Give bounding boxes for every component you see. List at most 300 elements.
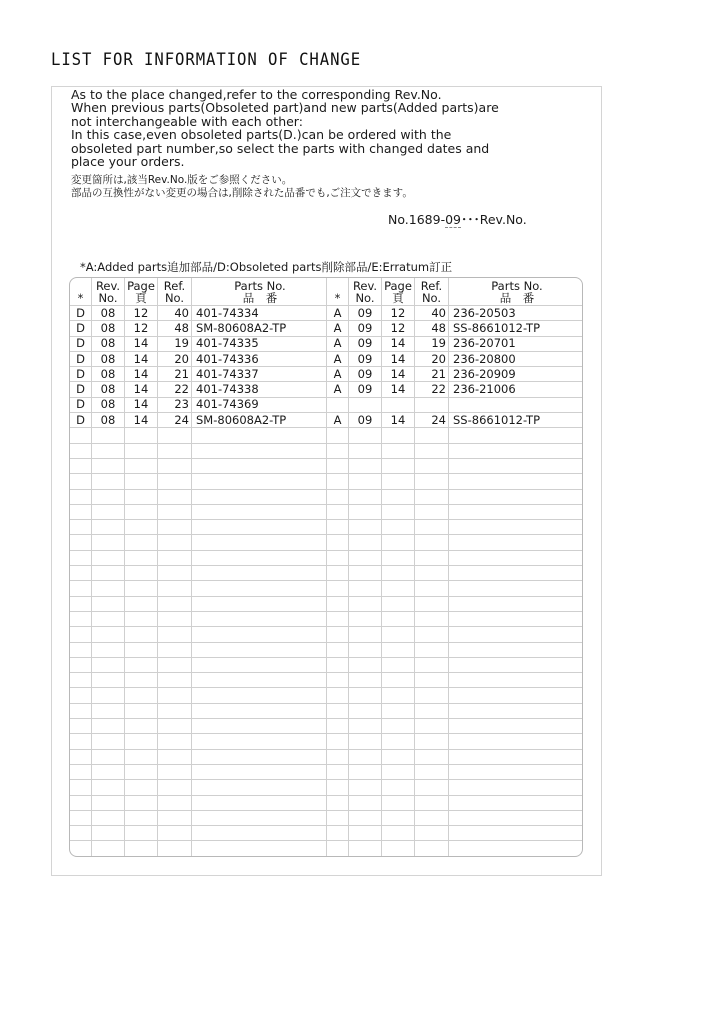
- right-ref-cell: [415, 489, 449, 504]
- right-ref-cell: [415, 841, 449, 856]
- left-page-cell: [125, 520, 158, 535]
- left-rev-cell: [92, 566, 125, 581]
- left-page-cell: [125, 657, 158, 672]
- right-type-cell: [327, 566, 349, 581]
- right-page-cell: [382, 688, 415, 703]
- right-part-cell: SS-8661012-TP: [449, 413, 584, 428]
- right-ref-cell: [415, 627, 449, 642]
- left-part-cell: SM-80608A2-TP: [192, 413, 327, 428]
- table-row: [70, 458, 584, 473]
- left-type-cell: [70, 673, 92, 688]
- left-ref-cell: 22: [158, 382, 192, 397]
- right-type-cell: [327, 428, 349, 443]
- left-ref-cell: [158, 596, 192, 611]
- right-type-cell: A: [327, 413, 349, 428]
- left-page-cell: 14: [125, 413, 158, 428]
- left-rev-cell: 08: [92, 382, 125, 397]
- left-ref-cell: 48: [158, 321, 192, 336]
- left-part-cell: 401-74338: [192, 382, 327, 397]
- left-ref-cell: 20: [158, 351, 192, 366]
- table-row: [70, 719, 584, 734]
- table-row: [70, 810, 584, 825]
- left-ref-cell: [158, 810, 192, 825]
- left-type-cell: [70, 703, 92, 718]
- left-ref-cell: [158, 428, 192, 443]
- left-rev-cell: [92, 688, 125, 703]
- left-type-cell: [70, 566, 92, 581]
- right-type-cell: [327, 458, 349, 473]
- left-part-cell: [192, 566, 327, 581]
- header-parts-no: Parts No. 品 番: [192, 278, 327, 306]
- right-part-cell: [449, 397, 584, 412]
- right-ref-cell: [415, 550, 449, 565]
- left-type-cell: [70, 627, 92, 642]
- header-ref-no: Ref. No.: [415, 278, 449, 306]
- left-ref-cell: [158, 703, 192, 718]
- left-part-cell: [192, 841, 327, 856]
- left-page-cell: [125, 703, 158, 718]
- left-ref-cell: [158, 826, 192, 841]
- right-type-cell: [327, 780, 349, 795]
- right-part-cell: 236-20800: [449, 351, 584, 366]
- right-type-cell: [327, 688, 349, 703]
- table-row: [70, 734, 584, 749]
- right-rev-cell: [349, 581, 382, 596]
- left-type-cell: [70, 535, 92, 550]
- left-type-cell: [70, 550, 92, 565]
- left-part-cell: [192, 642, 327, 657]
- right-page-cell: [382, 428, 415, 443]
- left-ref-cell: [158, 550, 192, 565]
- right-part-cell: [449, 688, 584, 703]
- right-part-cell: [449, 611, 584, 626]
- table-row: [70, 351, 584, 366]
- right-part-cell: 236-20909: [449, 367, 584, 382]
- left-part-cell: [192, 458, 327, 473]
- table-row: [70, 856, 584, 857]
- left-rev-cell: [92, 703, 125, 718]
- left-ref-cell: [158, 673, 192, 688]
- right-type-cell: [327, 397, 349, 412]
- left-page-cell: 14: [125, 397, 158, 412]
- right-part-cell: [449, 657, 584, 672]
- right-ref-cell: [415, 826, 449, 841]
- left-part-cell: [192, 581, 327, 596]
- right-type-cell: [327, 596, 349, 611]
- table-row: [70, 566, 584, 581]
- left-rev-cell: [92, 489, 125, 504]
- left-part-cell: [192, 673, 327, 688]
- left-page-cell: [125, 627, 158, 642]
- table-row: [70, 443, 584, 458]
- left-page-cell: [125, 504, 158, 519]
- right-part-cell: [449, 428, 584, 443]
- left-part-cell: [192, 856, 327, 857]
- right-page-cell: [382, 841, 415, 856]
- left-type-cell: [70, 428, 92, 443]
- right-page-cell: [382, 627, 415, 642]
- right-ref-cell: 48: [415, 321, 449, 336]
- left-type-cell: [70, 657, 92, 672]
- table-row: [70, 703, 584, 718]
- left-rev-cell: 08: [92, 367, 125, 382]
- left-part-cell: [192, 719, 327, 734]
- table-row: [70, 795, 584, 810]
- left-type-cell: [70, 581, 92, 596]
- right-part-cell: [449, 780, 584, 795]
- left-rev-cell: 08: [92, 336, 125, 351]
- right-ref-cell: [415, 810, 449, 825]
- table-row: [70, 397, 584, 412]
- right-type-cell: [327, 841, 349, 856]
- left-rev-cell: [92, 657, 125, 672]
- right-page-cell: [382, 489, 415, 504]
- table-row: [70, 749, 584, 764]
- right-rev-cell: [349, 504, 382, 519]
- left-ref-cell: [158, 611, 192, 626]
- left-type-cell: [70, 826, 92, 841]
- left-part-cell: [192, 535, 327, 550]
- left-type-cell: [70, 596, 92, 611]
- table-row: [70, 520, 584, 535]
- right-ref-cell: [415, 611, 449, 626]
- left-ref-cell: 40: [158, 306, 192, 321]
- left-ref-cell: [158, 474, 192, 489]
- right-rev-cell: 09: [349, 306, 382, 321]
- left-part-cell: [192, 703, 327, 718]
- japanese-note-line: 変更箇所は,該当Rev.No.版をご参照ください。: [71, 174, 293, 186]
- table-row: [70, 474, 584, 489]
- right-rev-cell: 09: [349, 336, 382, 351]
- right-ref-cell: [415, 673, 449, 688]
- right-type-cell: [327, 642, 349, 657]
- right-part-cell: [449, 474, 584, 489]
- left-rev-cell: [92, 856, 125, 857]
- right-rev-cell: [349, 474, 382, 489]
- table-row: [70, 504, 584, 519]
- left-ref-cell: [158, 749, 192, 764]
- header-page: Page 頁: [125, 278, 158, 306]
- right-rev-cell: [349, 458, 382, 473]
- right-type-cell: [327, 734, 349, 749]
- left-ref-cell: [158, 504, 192, 519]
- left-page-cell: 14: [125, 367, 158, 382]
- right-ref-cell: [415, 856, 449, 857]
- right-page-cell: [382, 780, 415, 795]
- left-rev-cell: [92, 673, 125, 688]
- left-type-cell: [70, 642, 92, 657]
- left-page-cell: [125, 474, 158, 489]
- right-rev-cell: [349, 611, 382, 626]
- right-part-cell: [449, 673, 584, 688]
- left-rev-cell: [92, 764, 125, 779]
- left-type-cell: [70, 795, 92, 810]
- table-row: [70, 321, 584, 336]
- left-rev-cell: [92, 841, 125, 856]
- left-part-cell: [192, 810, 327, 825]
- left-part-cell: [192, 764, 327, 779]
- intro-line: In this case,even obsoleted parts(D.)can be ordered with the: [71, 127, 452, 143]
- table-row: [70, 611, 584, 626]
- right-part-cell: 236-21006: [449, 382, 584, 397]
- right-type-cell: [327, 550, 349, 565]
- left-page-cell: [125, 780, 158, 795]
- right-rev-cell: [349, 856, 382, 857]
- right-part-cell: [449, 443, 584, 458]
- right-rev-cell: [349, 780, 382, 795]
- right-part-cell: [449, 826, 584, 841]
- right-ref-cell: [415, 397, 449, 412]
- right-part-cell: 236-20503: [449, 306, 584, 321]
- left-type-cell: D: [70, 306, 92, 321]
- left-page-cell: [125, 795, 158, 810]
- left-part-cell: [192, 826, 327, 841]
- left-type-cell: [70, 810, 92, 825]
- left-page-cell: [125, 826, 158, 841]
- intro-line: place your orders.: [71, 154, 185, 170]
- table-row: [70, 306, 584, 321]
- right-page-cell: [382, 826, 415, 841]
- right-rev-cell: [349, 535, 382, 550]
- left-ref-cell: [158, 795, 192, 810]
- left-part-cell: [192, 428, 327, 443]
- table-row: [70, 657, 584, 672]
- right-part-cell: [449, 520, 584, 535]
- left-type-cell: [70, 764, 92, 779]
- intro-line: not interchangeable with each other:: [71, 113, 303, 129]
- left-page-cell: [125, 734, 158, 749]
- left-page-cell: [125, 535, 158, 550]
- right-type-cell: [327, 627, 349, 642]
- right-part-cell: [449, 535, 584, 550]
- right-rev-cell: [349, 719, 382, 734]
- right-page-cell: [382, 856, 415, 857]
- right-ref-cell: [415, 734, 449, 749]
- table-row: [70, 642, 584, 657]
- left-page-cell: [125, 688, 158, 703]
- right-type-cell: [327, 795, 349, 810]
- table-row: [70, 367, 584, 382]
- left-part-cell: [192, 795, 327, 810]
- left-rev-cell: [92, 719, 125, 734]
- right-page-cell: [382, 611, 415, 626]
- right-rev-cell: [349, 826, 382, 841]
- right-page-cell: 14: [382, 413, 415, 428]
- right-part-cell: [449, 703, 584, 718]
- right-page-cell: 14: [382, 336, 415, 351]
- left-page-cell: [125, 611, 158, 626]
- right-rev-cell: 09: [349, 413, 382, 428]
- intro-text: [71, 88, 571, 168]
- left-type-cell: D: [70, 397, 92, 412]
- right-ref-cell: [415, 657, 449, 672]
- left-ref-cell: [158, 719, 192, 734]
- left-page-cell: 12: [125, 306, 158, 321]
- left-type-cell: [70, 520, 92, 535]
- revision-suffix: ･･･Rev.No.: [460, 212, 527, 227]
- change-table-frame: [69, 277, 583, 857]
- right-type-cell: A: [327, 321, 349, 336]
- right-page-cell: [382, 581, 415, 596]
- right-rev-cell: [349, 397, 382, 412]
- right-type-cell: [327, 826, 349, 841]
- right-part-cell: 236-20701: [449, 336, 584, 351]
- right-type-cell: A: [327, 306, 349, 321]
- left-part-cell: [192, 474, 327, 489]
- revision-reference: [388, 210, 527, 228]
- left-ref-cell: [158, 535, 192, 550]
- intro-line: When previous parts(Obsoleted part)and new parts(Added parts)are: [71, 100, 499, 116]
- right-ref-cell: 24: [415, 413, 449, 428]
- table-row: [70, 826, 584, 841]
- right-part-cell: SS-8661012-TP: [449, 321, 584, 336]
- left-rev-cell: 08: [92, 413, 125, 428]
- intro-line: obsoleted part number,so select the parts with changed dates and: [71, 140, 490, 156]
- right-part-cell: [449, 627, 584, 642]
- left-type-cell: [70, 504, 92, 519]
- left-type-cell: [70, 474, 92, 489]
- right-rev-cell: [349, 810, 382, 825]
- right-ref-cell: 40: [415, 306, 449, 321]
- left-page-cell: [125, 749, 158, 764]
- left-type-cell: D: [70, 351, 92, 366]
- right-ref-cell: [415, 458, 449, 473]
- right-ref-cell: [415, 474, 449, 489]
- left-rev-cell: 08: [92, 351, 125, 366]
- right-part-cell: [449, 764, 584, 779]
- right-page-cell: [382, 673, 415, 688]
- left-page-cell: [125, 489, 158, 504]
- right-ref-cell: 21: [415, 367, 449, 382]
- right-rev-cell: [349, 673, 382, 688]
- left-rev-cell: [92, 611, 125, 626]
- right-type-cell: A: [327, 351, 349, 366]
- right-rev-cell: [349, 795, 382, 810]
- right-page-cell: 14: [382, 351, 415, 366]
- left-ref-cell: [158, 520, 192, 535]
- left-page-cell: [125, 581, 158, 596]
- right-rev-cell: [349, 489, 382, 504]
- table-row: [70, 764, 584, 779]
- right-type-cell: [327, 856, 349, 857]
- left-type-cell: [70, 780, 92, 795]
- left-part-cell: [192, 734, 327, 749]
- right-part-cell: [449, 795, 584, 810]
- left-type-cell: [70, 489, 92, 504]
- right-rev-cell: [349, 627, 382, 642]
- table-row: [70, 382, 584, 397]
- right-ref-cell: [415, 780, 449, 795]
- right-part-cell: [449, 489, 584, 504]
- right-part-cell: [449, 719, 584, 734]
- left-rev-cell: [92, 550, 125, 565]
- left-page-cell: [125, 566, 158, 581]
- right-type-cell: [327, 474, 349, 489]
- right-rev-cell: [349, 764, 382, 779]
- left-part-cell: [192, 504, 327, 519]
- left-part-cell: [192, 596, 327, 611]
- right-type-cell: [327, 749, 349, 764]
- left-page-cell: [125, 841, 158, 856]
- left-part-cell: [192, 688, 327, 703]
- left-rev-cell: [92, 780, 125, 795]
- right-rev-cell: [349, 688, 382, 703]
- left-rev-cell: [92, 458, 125, 473]
- right-rev-cell: [349, 657, 382, 672]
- right-rev-cell: [349, 642, 382, 657]
- table-body: [70, 306, 584, 858]
- left-page-cell: [125, 596, 158, 611]
- header-page: Page 頁: [382, 278, 415, 306]
- left-type-cell: [70, 734, 92, 749]
- right-page-cell: [382, 719, 415, 734]
- right-ref-cell: [415, 535, 449, 550]
- left-ref-cell: 24: [158, 413, 192, 428]
- left-page-cell: 14: [125, 351, 158, 366]
- right-page-cell: [382, 474, 415, 489]
- left-type-cell: [70, 749, 92, 764]
- right-page-cell: [382, 458, 415, 473]
- header-type: *: [327, 278, 349, 306]
- right-page-cell: [382, 642, 415, 657]
- right-type-cell: [327, 535, 349, 550]
- left-type-cell: D: [70, 413, 92, 428]
- header-rev-no: Rev. No.: [92, 278, 125, 306]
- right-ref-cell: [415, 642, 449, 657]
- left-type-cell: D: [70, 336, 92, 351]
- right-type-cell: [327, 673, 349, 688]
- left-ref-cell: 23: [158, 397, 192, 412]
- right-part-cell: [449, 596, 584, 611]
- left-rev-cell: [92, 734, 125, 749]
- right-ref-cell: [415, 428, 449, 443]
- right-rev-cell: [349, 734, 382, 749]
- right-page-cell: [382, 566, 415, 581]
- right-page-cell: [382, 749, 415, 764]
- left-rev-cell: [92, 504, 125, 519]
- right-type-cell: [327, 443, 349, 458]
- left-ref-cell: [158, 688, 192, 703]
- right-page-cell: [382, 810, 415, 825]
- right-part-cell: [449, 581, 584, 596]
- table-row: [70, 336, 584, 351]
- right-page-cell: [382, 535, 415, 550]
- left-rev-cell: [92, 443, 125, 458]
- right-rev-cell: [349, 596, 382, 611]
- table-row: [70, 413, 584, 428]
- left-part-cell: 401-74334: [192, 306, 327, 321]
- left-part-cell: 401-74369: [192, 397, 327, 412]
- right-page-cell: [382, 504, 415, 519]
- right-page-cell: [382, 397, 415, 412]
- left-rev-cell: [92, 810, 125, 825]
- left-part-cell: [192, 550, 327, 565]
- right-type-cell: [327, 520, 349, 535]
- right-ref-cell: [415, 703, 449, 718]
- left-part-cell: [192, 443, 327, 458]
- right-ref-cell: 19: [415, 336, 449, 351]
- right-page-cell: [382, 443, 415, 458]
- intro-line: As to the place changed,refer to the corresponding Rev.No.: [71, 87, 442, 102]
- left-type-cell: [70, 443, 92, 458]
- left-ref-cell: [158, 489, 192, 504]
- left-rev-cell: [92, 642, 125, 657]
- left-rev-cell: [92, 627, 125, 642]
- right-part-cell: [449, 734, 584, 749]
- right-page-cell: 12: [382, 306, 415, 321]
- left-type-cell: [70, 841, 92, 856]
- table-row: [70, 550, 584, 565]
